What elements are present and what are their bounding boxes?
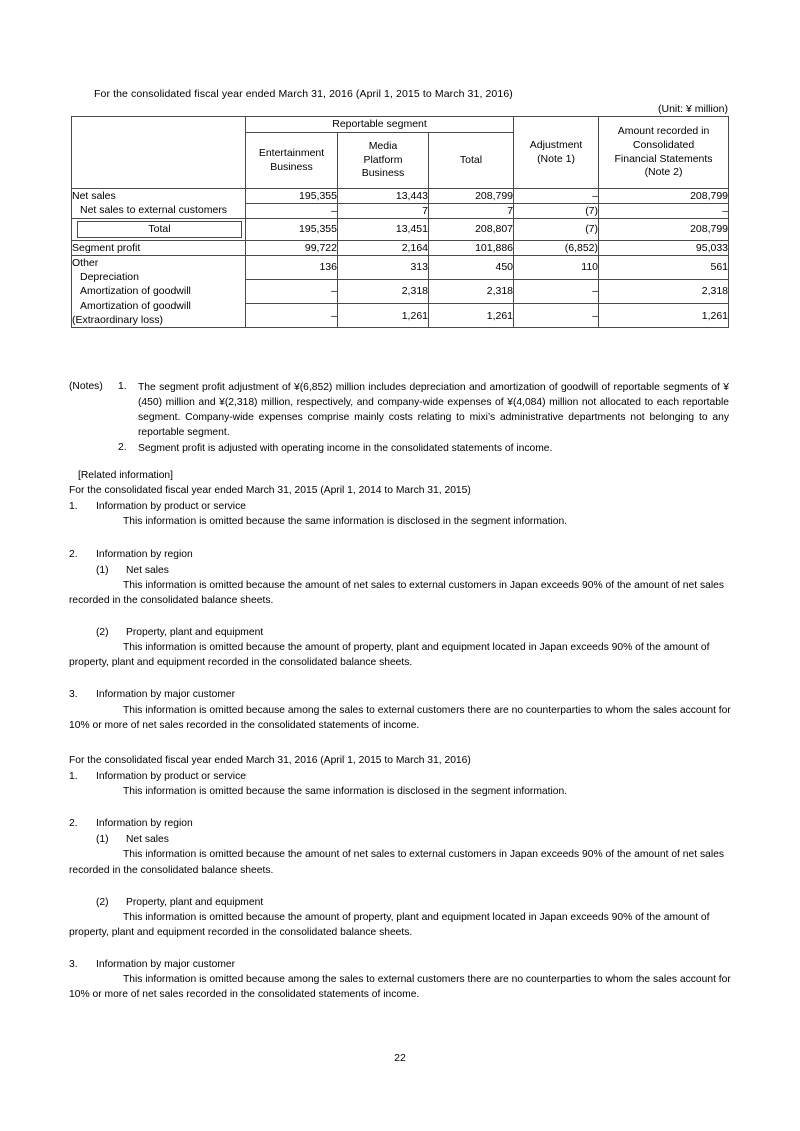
label-depreciation: Depreciation xyxy=(80,271,139,284)
cell-total-entertainment: 195,355 xyxy=(246,218,338,240)
header-reportable-segment: Reportable segment xyxy=(246,117,514,133)
header-entertainment-business xyxy=(246,133,338,189)
spacer xyxy=(69,608,731,624)
table-row xyxy=(72,218,729,240)
subitem-title-2-1-fy2016: Net sales xyxy=(126,834,169,846)
related-subitem xyxy=(69,832,731,847)
cell-depreciation-amount: 561 xyxy=(599,255,729,279)
row-label-segment-profit: Segment profit xyxy=(72,240,246,255)
label-extraordinary-loss: (Extraordinary loss) xyxy=(72,313,164,326)
item-number-3-fy2015: 3. xyxy=(69,689,78,701)
item-number-2-fy2016: 2. xyxy=(69,818,78,830)
cell-amortization-media: 2,318 xyxy=(338,279,429,303)
related-subitem xyxy=(69,895,731,910)
cell-depreciation-adjustment: 110 xyxy=(514,255,599,279)
related-information-section xyxy=(69,468,731,1002)
cell-segment-profit-total: 101,886 xyxy=(429,240,514,255)
item-number-1-fy2015: 1. xyxy=(69,501,78,513)
cell-amortization-adjustment: – xyxy=(514,279,599,303)
subitem-body-2-1-fy2016: This information is omitted because the amount of net sales to external customers in Japan exceeds 90% of the amount of net sales recorded in the consolidated balance sheets. xyxy=(69,849,724,876)
subitem-number-2-1-fy2016: (1) xyxy=(96,834,109,846)
label-net-sales-external: Net sales to external customers xyxy=(80,204,228,217)
row-label-total-text: Total xyxy=(77,221,242,238)
header-media-line3: Business xyxy=(361,167,405,180)
item-title-3-fy2016: Information by major customer xyxy=(96,959,236,970)
related-item xyxy=(69,957,731,972)
cell-inter-segment-entertainment: – xyxy=(246,203,338,218)
related-item xyxy=(69,769,731,784)
row-label-total xyxy=(72,218,246,240)
header-amount-line1: Amount recorded in xyxy=(617,124,710,137)
subitem-number-2-2-fy2015: (2) xyxy=(96,627,109,638)
table-head xyxy=(72,117,729,189)
note-number-1: 1. xyxy=(118,381,127,392)
fiscal-year-2015-heading: For the consolidated fiscal year ended March 31, 2015 (April 1, 2014 to March 31, 2015) xyxy=(69,485,471,497)
subitem-title-2-2-fy2015: Property, plant and equipment xyxy=(126,627,264,638)
label-amortization-of-goodwill: Amortization of goodwill xyxy=(80,285,191,298)
cell-segment-profit-amount: 95,033 xyxy=(599,240,729,255)
related-subitem xyxy=(69,563,731,578)
header-entertainment-line2: Business xyxy=(270,160,313,173)
cell-inter-segment-amount: – xyxy=(599,203,729,218)
spacer xyxy=(69,878,731,894)
segment-information-table xyxy=(71,116,729,328)
header-media-platform-business xyxy=(338,133,429,189)
subitem-body-2-2-fy2016: This information is omitted because the amount of property, plant and equipment located in Japan exceeds 90% of the amount of property, plant and equipment recorded in the consolidated balance sheets. xyxy=(69,911,710,938)
subitem-number-2-2-fy2016: (2) xyxy=(96,896,109,908)
item-number-3-fy2016: 3. xyxy=(69,959,78,970)
label-net-sales: Net sales xyxy=(72,190,116,202)
subitem-body-2-2-fy2015: This information is omitted because the amount of property, plant and equipment located in Japan exceeds 90% of the amount of property, plant and equipment recorded in the consolidated balance sheets. xyxy=(69,642,710,669)
table-row xyxy=(72,240,729,255)
spacer xyxy=(69,799,731,815)
cell-total-adjustment: (7) xyxy=(514,218,599,240)
related-item xyxy=(69,687,731,702)
header-amount-line2: Consolidated xyxy=(632,138,695,151)
header-entertainment-line1: Entertainment xyxy=(258,146,325,159)
cell-total-amount: 208,799 xyxy=(599,218,729,240)
label-amortization-of-goodwill-extraordinary: Amortization of goodwill xyxy=(80,299,191,312)
cell-depreciation-total: 450 xyxy=(429,255,514,279)
item-body-3-fy2016: This information is omitted because among the sales to external customers there are no counterparties to whom the sales account for 10% or more of net sales recorded in the consolidated statements of income. xyxy=(69,974,731,1001)
cell-inter-segment-media: 7 xyxy=(338,203,429,218)
spacer xyxy=(69,670,731,686)
cell-amortization-extra-amount: 1,261 xyxy=(599,304,729,328)
item-body-1-fy2016: This information is omitted because the same information is disclosed in the segment information. xyxy=(123,786,568,797)
cell-amortization-extra-adjustment: – xyxy=(514,304,599,328)
header-amount-line3: Financial Statements xyxy=(614,152,713,165)
item-number-1-fy2016: 1. xyxy=(69,770,78,782)
header-amount-recorded xyxy=(599,117,729,189)
table-row xyxy=(72,255,729,279)
related-item xyxy=(69,499,731,514)
item-title-2-fy2016: Information by region xyxy=(96,818,193,830)
note-number-2: 2. xyxy=(118,441,127,453)
row-label-other-group xyxy=(72,255,246,327)
cell-amortization-entertainment: – xyxy=(246,279,338,303)
cell-segment-profit-media: 2,164 xyxy=(338,240,429,255)
fiscal-year-heading: For the consolidated fiscal year ended March 31, 2016 (April 1, 2015 to March 31, 2016) xyxy=(94,88,513,100)
header-row-group xyxy=(72,117,729,133)
item-title-2-fy2015: Information by region xyxy=(96,548,193,560)
header-corner-blank xyxy=(72,117,246,189)
cell-amortization-extra-total: 1,261 xyxy=(429,304,514,328)
header-media-line1: Media xyxy=(368,139,398,152)
subitem-body-2-1-fy2015: This information is omitted because the amount of net sales to external customers in Japan exceeds 90% of the amount of net sales recorded in the consolidated balance sheets. xyxy=(69,579,724,606)
label-other: Other xyxy=(72,256,99,269)
cell-total-total: 208,807 xyxy=(429,218,514,240)
item-body-1-fy2015: This information is omitted because the same information is disclosed in the segment information. xyxy=(123,516,568,528)
header-total: Total xyxy=(429,133,514,189)
item-number-2-fy2015: 2. xyxy=(69,548,78,560)
cell-net-sales-external-total: 208,799 xyxy=(429,189,514,204)
cell-amortization-extra-entertainment: – xyxy=(246,304,338,328)
cell-segment-profit-entertainment: 99,722 xyxy=(246,240,338,255)
subitem-number-2-1-fy2015: (1) xyxy=(96,564,109,576)
cell-net-sales-external-media: 13,443 xyxy=(338,189,429,204)
cell-segment-profit-adjustment: (6,852) xyxy=(514,240,599,255)
item-title-1-fy2016: Information by product or service xyxy=(96,770,246,782)
notes-label: (Notes) xyxy=(69,381,103,392)
fiscal-year-2016-heading: For the consolidated fiscal year ended March 31, 2016 (April 1, 2015 to March 31, 2016) xyxy=(69,754,471,766)
cell-amortization-total: 2,318 xyxy=(429,279,514,303)
header-adjustment xyxy=(514,117,599,189)
item-title-1-fy2015: Information by product or service xyxy=(96,501,246,513)
table-notes xyxy=(69,381,729,458)
note-text-1: The segment profit adjustment of ¥(6,852) million includes depreciation and amortization of goodwill of reportable segments of ¥(450) million and ¥(2,318) million, respectively, and company-wide expenses of ¥(4,084) million not allocated to each reportable segment. Company-wide expenses comprise mainly costs relating to mixi’s administrative departments not belonging to any reportable segment. xyxy=(138,382,729,438)
related-item xyxy=(69,816,731,831)
header-adjustment-line1: Adjustment xyxy=(529,138,583,151)
cell-net-sales-external-entertainment: 195,355 xyxy=(246,189,338,204)
table-body xyxy=(72,189,729,328)
related-item xyxy=(69,547,731,562)
unit-note: (Unit: ¥ million) xyxy=(657,103,728,115)
header-media-line2: Platform xyxy=(363,153,403,166)
spacer xyxy=(69,733,731,753)
cell-amortization-amount: 2,318 xyxy=(599,279,729,303)
cell-net-sales-external-adjustment: – xyxy=(514,189,599,204)
cell-total-media: 13,451 xyxy=(338,218,429,240)
cell-inter-segment-total: 7 xyxy=(429,203,514,218)
cell-depreciation-media: 313 xyxy=(338,255,429,279)
related-subitem xyxy=(69,625,731,640)
header-amount-line4: (Note 2) xyxy=(644,166,683,179)
item-title-3-fy2015: Information by major customer xyxy=(96,689,236,701)
header-adjustment-line2: (Note 1) xyxy=(537,152,575,165)
note-item xyxy=(69,381,729,441)
subitem-title-2-2-fy2016: Property, plant and equipment xyxy=(126,896,264,908)
subitem-title-2-1-fy2015: Net sales xyxy=(126,564,169,576)
item-body-3-fy2015: This information is omitted because among the sales to external customers there are no counterparties to whom the sales account for 10% or more of net sales recorded in the consolidated statements of income. xyxy=(69,704,731,731)
row-label-net-sales-group xyxy=(72,189,246,219)
note-text-2: Segment profit is adjusted with operating income in the consolidated statements of income. xyxy=(138,442,553,454)
cell-amortization-extra-media: 1,261 xyxy=(338,304,429,328)
related-information-heading: [Related information] xyxy=(78,470,174,481)
cell-net-sales-external-amount: 208,799 xyxy=(599,189,729,204)
table-row xyxy=(72,189,729,204)
cell-depreciation-entertainment: 136 xyxy=(246,255,338,279)
cell-inter-segment-adjustment: (7) xyxy=(514,203,599,218)
spacer xyxy=(69,940,731,956)
page-number: 22 xyxy=(394,1052,406,1064)
note-item xyxy=(69,442,729,457)
spacer xyxy=(69,530,731,546)
